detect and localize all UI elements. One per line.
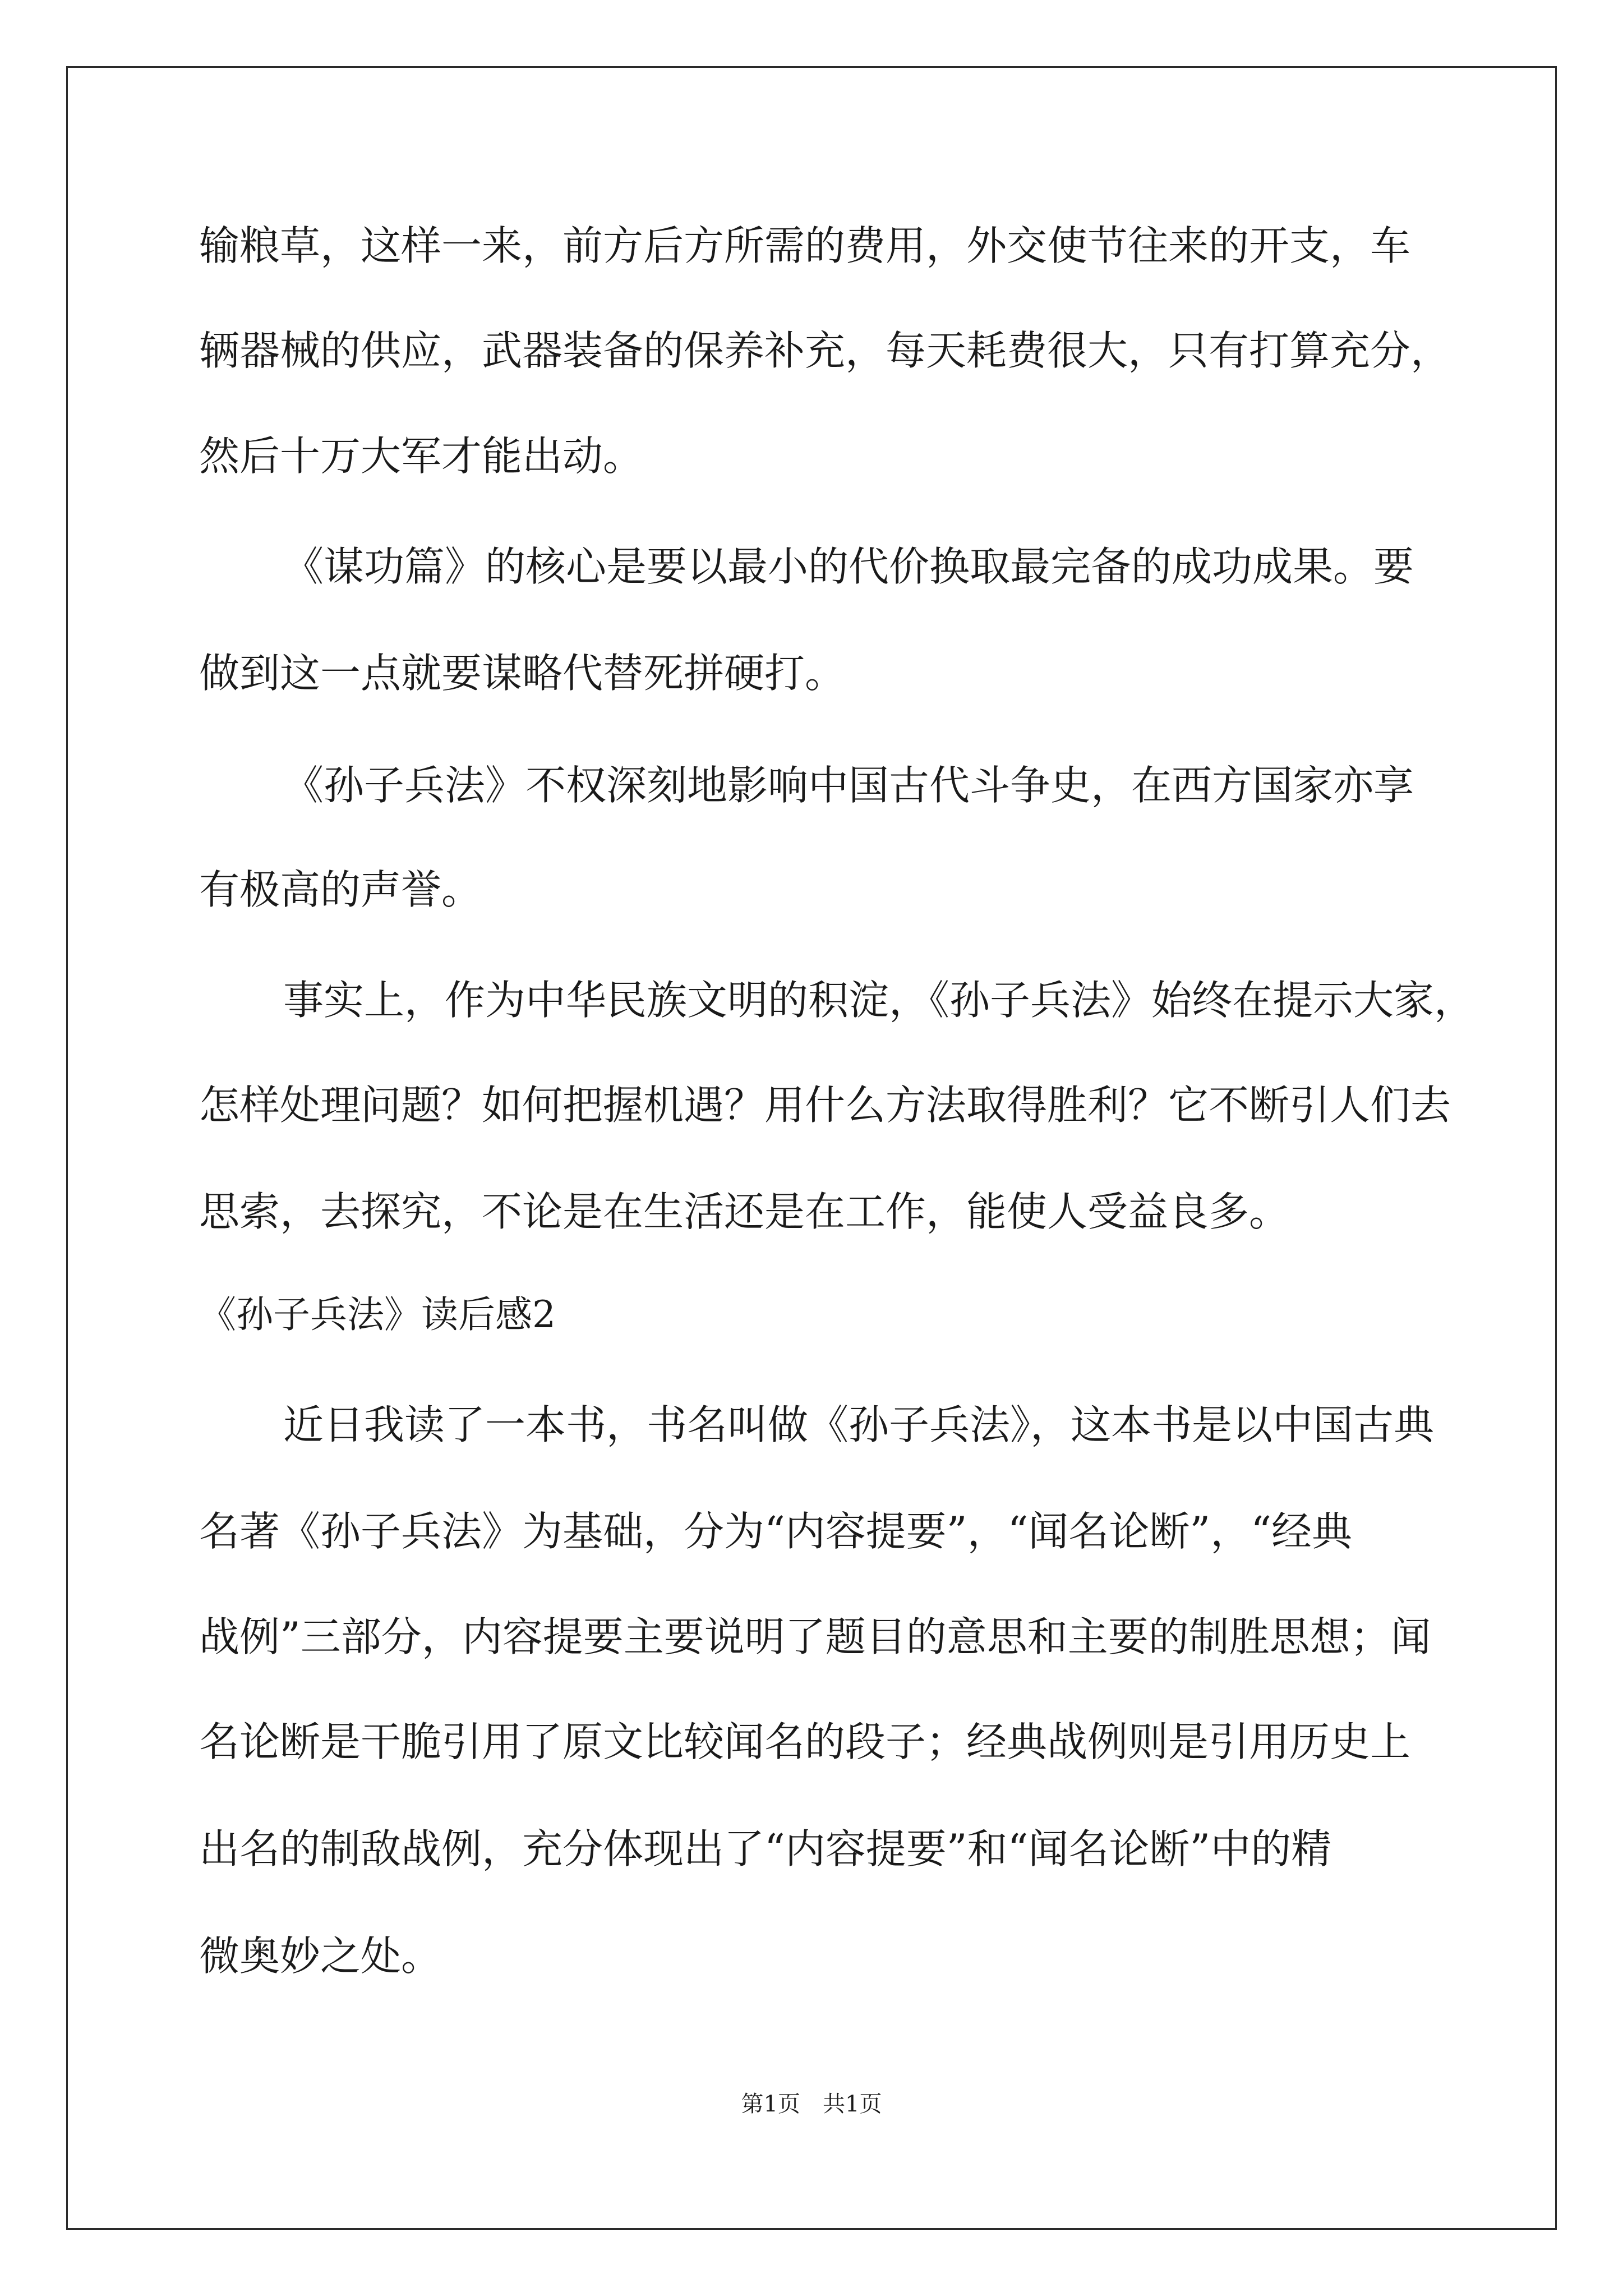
page-number-footer: 第1页 共1页 <box>741 2091 882 2117</box>
paragraph-line: 做到这一点就要谋略代替死拼硬打。 <box>199 650 846 697</box>
paragraph-line: 思索，去探究，不论是在生活还是在工作，能使人受益良多。 <box>199 1188 1290 1235</box>
paragraph-line: 然后十万大军才能出动。 <box>199 432 644 480</box>
paragraph-line: 辆器械的供应，武器装备的保养补充，每天耗费很大，只有打算充分， <box>199 327 1451 374</box>
paragraph-line: 战例”三部分，内容提要主要说明了题目的意思和主要的制胜思想；闻 <box>199 1613 1431 1660</box>
paragraph-line: 《谋功篇》的核心是要以最小的代价换取最完备的成功成果。要 <box>283 543 1414 590</box>
paragraph-line: 《孙子兵法》不权深刻地影响中国古代斗争史，在西方国家亦享 <box>283 762 1414 809</box>
paragraph-line: 近日我读了一本书，书名叫做《孙子兵法》，这本书是以中国古典 <box>283 1401 1435 1448</box>
paragraph-line: 微奥妙之处。 <box>199 1932 442 1980</box>
paragraph-line: 出名的制敌战例，充分体现出了“内容提要”和“闻名论断”中的精 <box>199 1825 1332 1872</box>
paragraph-line: 名著《孙子兵法》为基础，分为“内容提要”，“闻名论断”，“经典 <box>199 1508 1353 1555</box>
paragraph-line: 名论断是干脆引用了原文比较闻名的段子；经典战例则是引用历史上 <box>199 1718 1411 1765</box>
page-border <box>66 66 1557 2230</box>
paragraph-line: 事实上，作为中华民族文明的积淀，《孙子兵法》始终在提示大家， <box>283 977 1475 1024</box>
paragraph-line: 输粮草，这样一来，前方后方所需的费用，外交使节往来的开支，车 <box>199 222 1411 269</box>
section-heading: 《孙子兵法》读后感2 <box>199 1293 556 1336</box>
paragraph-line: 怎样处理问题？如何把握机遇？用什么方法取得胜利？它不断引人们去 <box>199 1082 1451 1129</box>
paragraph-line: 有极高的声誉。 <box>199 866 482 913</box>
